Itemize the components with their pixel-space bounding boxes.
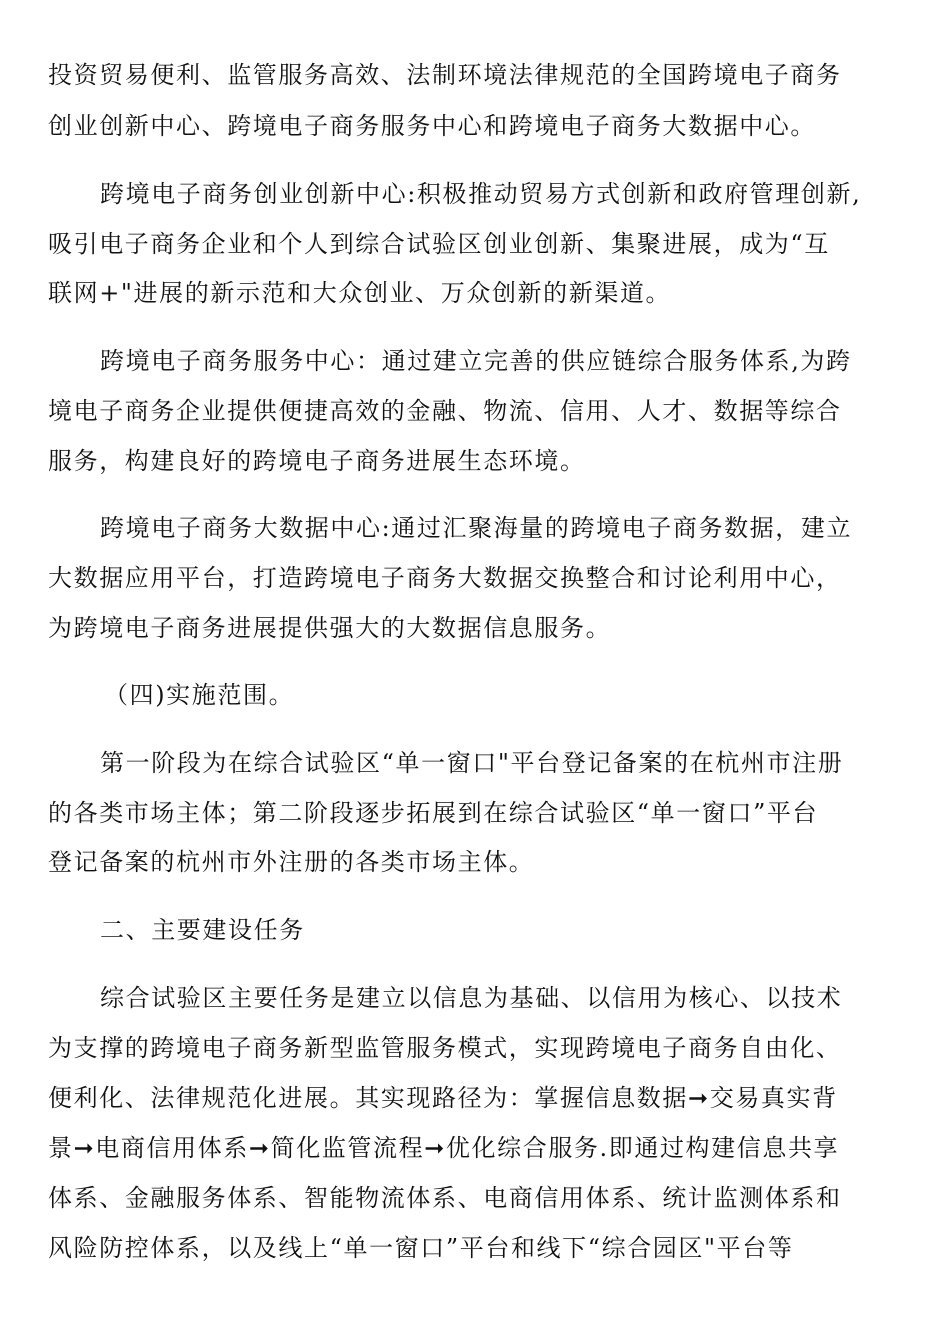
- text-line: 为跨境电子商务进展提供强大的大数据信息服务。: [48, 614, 612, 642]
- text-line: 大数据应用平台，打造跨境电子商务大数据交换整合和讨论利用中心，: [48, 564, 842, 592]
- text-line: 联网+"进展的新示范和大众创业、万众创新的新渠道。: [48, 279, 672, 307]
- text-line: 为支撑的跨境电子商务新型监管服务模式，实现跨境电子商务自由化、: [48, 1034, 842, 1062]
- text-line: 景➞电商信用体系➞简化监管流程➞优化综合服务.即通过构建信息共享: [48, 1134, 840, 1162]
- text-line: 登记备案的杭州市外注册的各类市场主体。: [48, 848, 535, 876]
- text-line: 投资贸易便利、监管服务高效、法制环境法律规范的全国跨境电子商务: [48, 61, 842, 89]
- text-line: 风险防控体系，以及线上“单一窗口”平台和线下“综合园区"平台等: [48, 1234, 794, 1262]
- text-line: 便利化、法律规范化进展。其实现路径为：掌握信息数据➞交易真实背: [48, 1084, 838, 1112]
- paragraph-start-line: 第一阶段为在综合试验区“单一窗口"平台登记备案的在杭州市注册: [100, 749, 844, 777]
- text-line: 体系、金融服务体系、智能物流体系、电商信用体系、统计监测体系和: [48, 1184, 842, 1212]
- paragraph-start-line: 跨境电子商务服务中心：通过建立完善的供应链综合服务体系,为跨: [100, 347, 852, 375]
- text-line: 服务，构建良好的跨境电子商务进展生态环境。: [48, 447, 586, 475]
- text-line: 境电子商务企业提供便捷高效的金融、物流、信用、人才、数据等综合: [48, 397, 842, 425]
- paragraph-start-line: 跨境电子商务创业创新中心:积极推动贸易方式创新和政府管理创新,: [100, 180, 862, 208]
- paragraph-start-line: 跨境电子商务大数据中心:通过汇聚海量的跨境电子商务数据，建立: [100, 514, 853, 542]
- section-heading: （四)实施范围。: [104, 681, 295, 709]
- text-line: 的各类市场主体；第二阶段逐步拓展到在综合试验区“单一窗口”平台: [48, 799, 819, 827]
- text-line: 创业创新中心、跨境电子商务服务中心和跨境电子商务大数据中心。: [48, 112, 816, 140]
- paragraph-start-line: 综合试验区主要任务是建立以信息为基础、以信用为核心、以技术: [100, 984, 843, 1012]
- chapter-heading: 二、主要建设任务: [100, 916, 305, 944]
- text-line: 吸引电子商务企业和个人到综合试验区创业创新、集聚进展，成为“互: [48, 230, 830, 258]
